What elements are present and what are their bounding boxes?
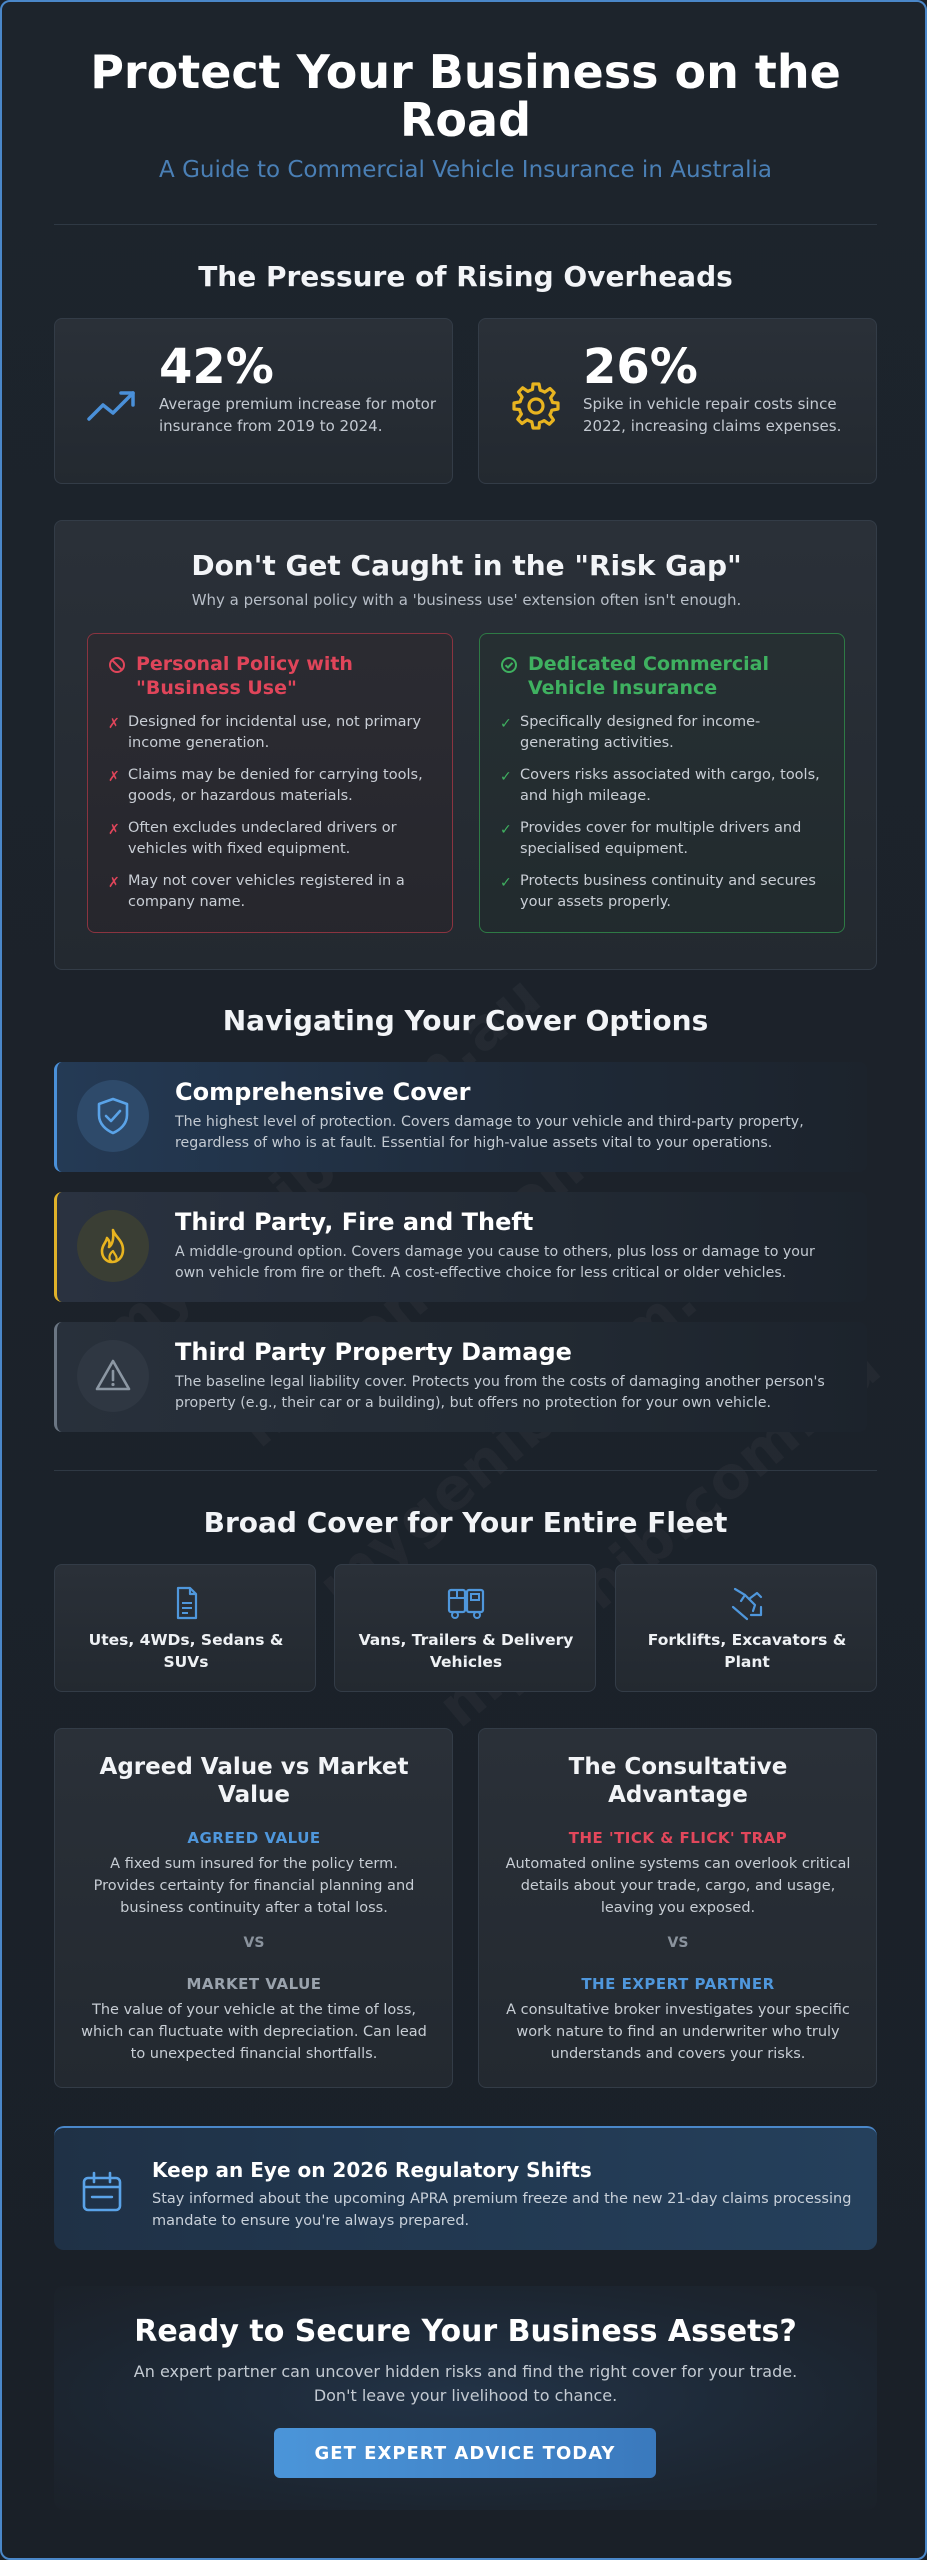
tick-flick-text: Automated online systems can overlook critical details about your trade, cargo, and usage, leaving you exposed.: [505, 1856, 851, 1916]
option-title: Comprehensive Cover: [175, 1078, 471, 1106]
option-title: Third Party, Fire and Theft: [175, 1208, 534, 1236]
fleet-label: Forklifts, Excavators & Plant: [647, 1631, 847, 1671]
option-badge: [77, 1210, 149, 1282]
personal-policy-list: [108, 712, 434, 924]
option-description: A middle-ground option. Covers damage you cause to others, plus loss or damage to your own vehicle from fire or theft. A cost-effective choice for less critical or older vehicles.: [175, 1244, 815, 1281]
risk-gap-subtitle: Why a personal policy with a 'business use' extension often isn't enough.: [191, 591, 742, 609]
expert-partner-label: THE EXPERT PARTNER: [581, 1975, 775, 1993]
divider: [54, 224, 877, 225]
stat-card-repair: [478, 318, 877, 484]
fleet-card-vans: [334, 1564, 596, 1692]
stat-description: Spike in vehicle repair costs since 2022, increasing claims expenses.: [583, 395, 842, 435]
cross-icon: ✗: [108, 716, 120, 732]
stat-value: 26%: [583, 339, 698, 395]
cross-icon: ✗: [108, 822, 120, 838]
cover-option-tpft: [54, 1192, 867, 1302]
commercial-policy-title: Dedicated Commercial Vehicle Insurance: [528, 653, 769, 699]
versus-label: VS: [243, 1935, 265, 1951]
tick-flick-label: THE 'TICK & FLICK' TRAP: [568, 1829, 788, 1847]
cta-text: An expert partner can uncover hidden risks and find the right cover for your trade. Don't leave your livelihood to chance.: [133, 2362, 798, 2405]
market-value-text: The value of your vehicle at the time of loss, which can fluctuate with depreciation. Can lead to unexpected financial shortfalls.: [81, 2002, 427, 2062]
agreed-value-label: AGREED VALUE: [187, 1829, 321, 1847]
cross-icon: ✗: [108, 875, 120, 891]
cover-options-title: Navigating Your Cover Options: [222, 1004, 709, 1037]
cover-option-tppd: [54, 1322, 867, 1432]
option-title: Third Party Property Damage: [175, 1338, 572, 1366]
overheads-title: The Pressure of Rising Overheads: [198, 260, 733, 293]
cover-option-comprehensive: [54, 1062, 867, 1172]
personal-policy-title: Personal Policy with "Business Use": [136, 653, 353, 699]
consultative-title: The Consultative Advantage: [568, 1754, 788, 1808]
option-description: The baseline legal liability cover. Protects you from the costs of damaging another person's property (e.g., their car or a building), but offers no protection for your own vehicle.: [175, 1374, 825, 1411]
check-icon: ✓: [500, 875, 512, 891]
commercial-policy-list: [500, 712, 826, 924]
commercial-policy-box: [479, 633, 845, 933]
cross-icon: ✗: [108, 769, 120, 785]
shield-check-icon: [93, 1096, 133, 1136]
truck-icon: [446, 1585, 486, 1621]
get-expert-advice-button[interactable]: GET EXPERT ADVICE TODAY: [274, 2428, 656, 2478]
fleet-label: Vans, Trailers & Delivery Vehicles: [358, 1631, 574, 1671]
risk-gap-card: [54, 520, 877, 970]
fleet-card-utes: [54, 1564, 316, 1692]
agreed-vs-market-card: [54, 1728, 453, 2088]
divider: [54, 1470, 877, 1471]
fleet-title: Broad Cover for Your Entire Fleet: [203, 1506, 728, 1539]
check-circle-icon: [500, 656, 518, 674]
market-value-label: MARKET VALUE: [186, 1975, 322, 1993]
trending-up-icon: [85, 379, 139, 433]
agreed-value-text: A fixed sum insured for the policy term. Provides certainty for financial planning and business continuity after a total loss.: [93, 1856, 415, 1916]
page-title: Protect Your Business on the Road: [90, 45, 841, 147]
check-icon: ✓: [500, 822, 512, 838]
document-icon: [166, 1585, 206, 1621]
expert-partner-text: A consultative broker investigates your specific work nature to find an underwriter who truly understands and covers your risks.: [506, 2002, 850, 2062]
regulatory-title: Keep an Eye on 2026 Regulatory Shifts: [152, 2158, 592, 2182]
gear-icon: [509, 379, 563, 433]
check-icon: ✓: [500, 716, 512, 732]
consultative-card: [478, 1728, 877, 2088]
fleet-label: Utes, 4WDs, Sedans & SUVs: [88, 1631, 284, 1671]
risk-gap-title: Don't Get Caught in the "Risk Gap": [191, 549, 742, 582]
cta-title: Ready to Secure Your Business Assets?: [134, 2314, 797, 2349]
stat-value: 42%: [159, 339, 274, 395]
warning-icon: [93, 1356, 133, 1396]
personal-policy-box: [87, 633, 453, 933]
option-description: The highest level of protection. Covers damage to your vehicle and third-party property, regardless of who is at fault. Essential for high-value assets vital to your operations.: [175, 1114, 804, 1151]
stat-description: Average premium increase for motor insurance from 2019 to 2024.: [159, 395, 437, 435]
list-item: ✓ Protects business continuity and secures your assets properly.: [500, 873, 816, 910]
fire-icon: [93, 1226, 133, 1266]
fleet-card-forklifts: [615, 1564, 877, 1692]
check-icon: ✓: [500, 769, 512, 785]
excavator-icon: [727, 1585, 767, 1621]
stat-card-premium: [54, 318, 453, 484]
list-item: ✗ Claims may be denied for carrying tools, goods, or hazardous materials.: [108, 767, 423, 804]
calendar-icon: [80, 2170, 124, 2214]
list-item: ✓ Specifically designed for income-generating activities.: [500, 714, 761, 751]
page-subtitle: A Guide to Commercial Vehicle Insurance in Australia: [159, 157, 772, 183]
agreed-vs-market-title: Agreed Value vs Market Value: [99, 1754, 409, 1808]
list-item: ✓ Covers risks associated with cargo, tools, and high mileage.: [500, 767, 820, 804]
option-badge: [77, 1340, 149, 1412]
list-item: ✗ Designed for incidental use, not primary income generation.: [108, 714, 422, 751]
list-item: ✗ May not cover vehicles registered in a company name.: [108, 873, 405, 910]
regulatory-banner: [54, 2126, 877, 2250]
ban-icon: [108, 656, 126, 674]
list-item: ✗ Often excludes undeclared drivers or vehicles with fixed equipment.: [108, 820, 397, 857]
regulatory-text: Stay informed about the upcoming APRA premium freeze and the new 21-day claims processing mandate to ensure you're always prepared.: [152, 2191, 852, 2229]
option-badge: [77, 1080, 149, 1152]
list-item: ✓ Provides cover for multiple drivers and specialised equipment.: [500, 820, 802, 857]
versus-label: VS: [667, 1935, 689, 1951]
